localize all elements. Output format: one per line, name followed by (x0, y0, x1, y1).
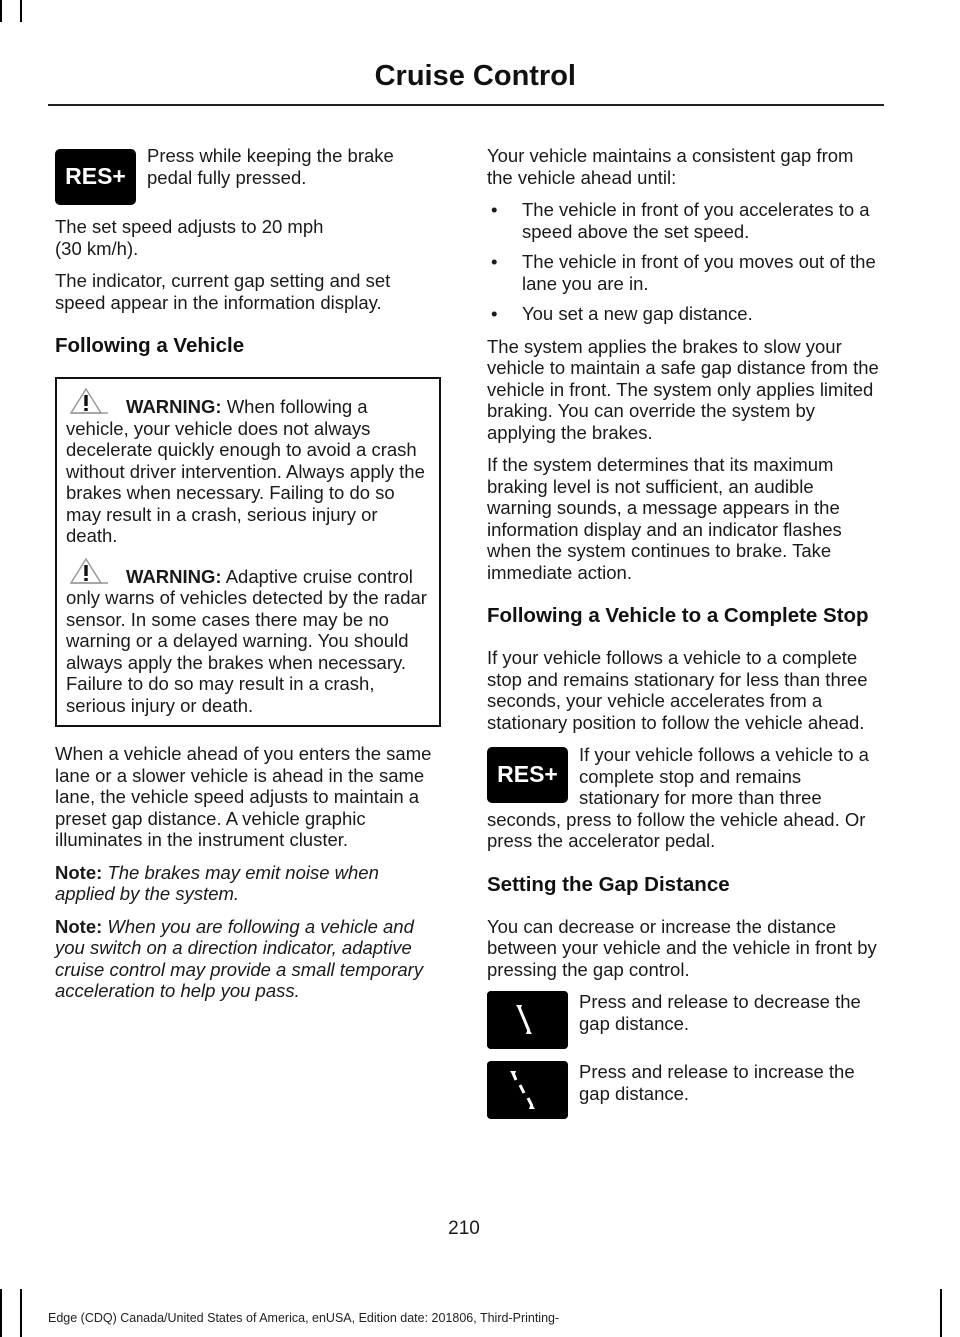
warning-text: When following a vehicle, your vehicle does not always decelerate quickly enough to avoid a crash without driver intervention. Always apply the brakes when necessary. Failing to do so may result in a crash, serious injury or death. (66, 396, 425, 546)
warning-paragraph (66, 557, 430, 717)
note-text: When you are following a vehicle and you switch on a direction indicator, adaptive cruise control may provide a small temporary acceleration to help you pass. (55, 915, 424, 1001)
warning-paragraph (66, 387, 430, 547)
list-item: • The vehicle in front of you moves out of the lane you are in. (487, 251, 881, 294)
res-plus-icon: RES+ (487, 747, 568, 803)
paragraph: Your vehicle maintains a consistent gap from the vehicle ahead until: (487, 145, 854, 188)
res-caption: If your vehicle follows a vehicle to a complete stop and remains stationary for more than three seconds, press to follow the vehicle ahead. Or press the accelerator pedal. (487, 744, 869, 851)
paragraph: If your vehicle follows a vehicle to a complete stop and remains stationary for less than three seconds, your vehicle accelerates from a stationary position to follow the vehicle ahead. (487, 647, 868, 733)
warning-triangle-icon (68, 557, 126, 585)
warning-label: WARNING: (126, 565, 222, 587)
gap-increase-caption: Press and release to increase the gap distance. (579, 1061, 855, 1104)
paragraph: When a vehicle ahead of you enters the same lane or a slower vehicle is ahead in the same lane, the vehicle speed adjusts to maintain a preset gap distance. A vehicle graphic illuminates in the instrument cluster. (55, 743, 432, 850)
text: (30 km/h). (55, 237, 139, 259)
paragraph: If the system determines that its maximum braking level is not sufficient, an audible warning sounds, a message appears in the information display and an indicator flashes when the system continues to brake. Take immediate action. (487, 454, 842, 583)
gap-decrease-caption: Press and release to decrease the gap distance. (579, 991, 861, 1034)
gap-decrease-instruction (487, 991, 881, 1049)
res-caption: Press while keeping the brake pedal fully pressed. (147, 145, 394, 188)
warning-label: WARNING: (126, 396, 222, 417)
header-rule (48, 104, 884, 106)
crop-mark (0, 1289, 2, 1337)
crop-mark (20, 0, 22, 22)
section-heading: Following a Vehicle (55, 334, 245, 357)
gap-increase-instruction (487, 1061, 881, 1119)
crop-mark (940, 1289, 942, 1337)
page-number: 210 (448, 1218, 480, 1239)
res-instruction (487, 744, 881, 852)
note (55, 916, 441, 1002)
res-plus-icon: RES+ (55, 149, 136, 205)
warning-text: Adaptive cruise control only warns of vehicles detected by the radar sensor. In some cases there may be no warning or a delayed warning. You should always apply the brakes when necessary. Failure to do so may result in a crash, serious injury or death. (66, 565, 427, 716)
list-item: • You set a new gap distance. (487, 303, 881, 325)
note-label: Note: (55, 915, 103, 937)
note-text: The brakes may emit noise when applied by the system. (55, 861, 379, 904)
text: The set speed adjusts to 20 mph (55, 216, 324, 237)
warning-box (55, 377, 441, 727)
gap-increase-icon (487, 1061, 568, 1119)
note-label: Note: (55, 861, 103, 883)
warning-triangle-icon (68, 387, 126, 415)
footer-edition: Edge (CDQ) Canada/United States of America, enUSA, Edition date: 201806, Third-Printing- (48, 1311, 560, 1325)
res-instruction (55, 145, 441, 205)
left-column (55, 145, 441, 1013)
paragraph: The system applies the brakes to slow your vehicle to maintain a safe gap distance from the vehicle in front. The system only applies limited braking. You can override the system by applying the brakes. (487, 335, 879, 443)
gap-decrease-icon (487, 991, 568, 1049)
list-item: • The vehicle in front of you accelerates to a speed above the set speed. (487, 199, 881, 242)
paragraph: You can decrease or increase the distance between your vehicle and the vehicle in front by pressing the gap control. (487, 915, 877, 980)
paragraph: The indicator, current gap setting and set speed appear in the information display. (55, 270, 391, 313)
note (55, 862, 441, 905)
paragraph (55, 216, 441, 259)
crop-mark (0, 0, 2, 22)
page-title: Cruise Control (374, 60, 576, 92)
section-heading: Setting the Gap Distance (487, 872, 730, 896)
right-column (487, 145, 881, 1131)
section-heading: Following a Vehicle to a Complete Stop (487, 604, 869, 627)
crop-mark (20, 1289, 22, 1337)
bullet-list (487, 199, 881, 325)
